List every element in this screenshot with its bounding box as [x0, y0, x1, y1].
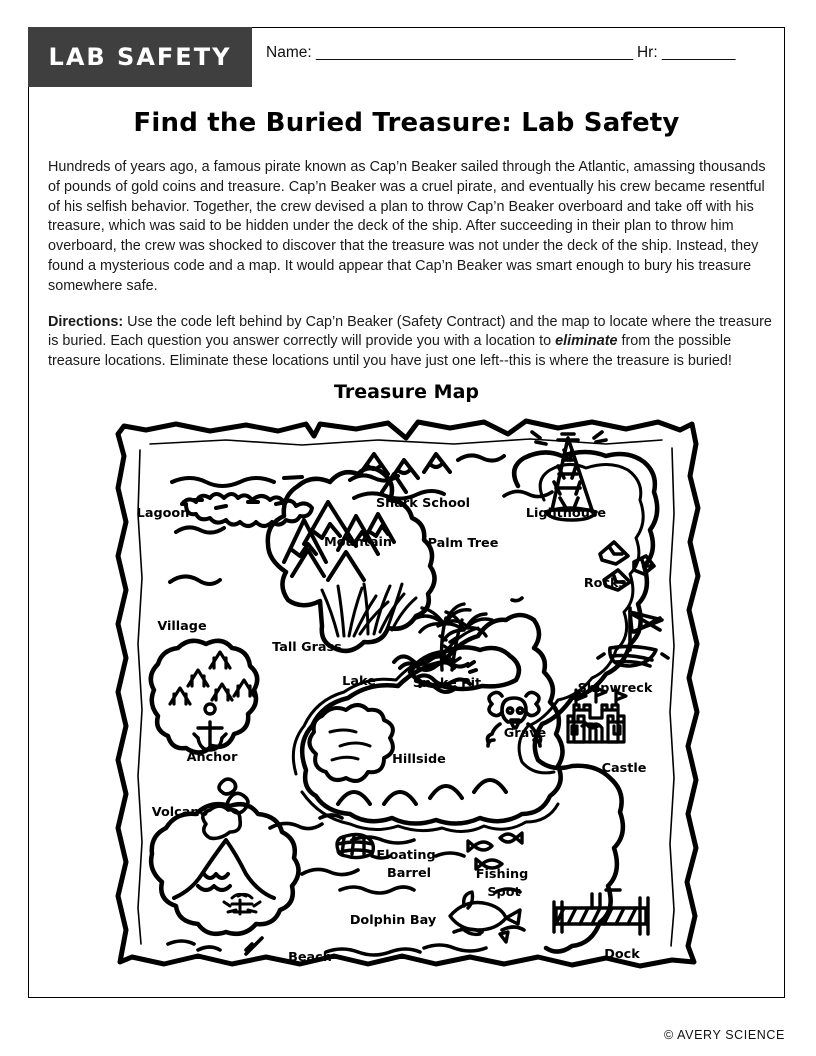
- map-label-lagoon: Lagoon: [136, 506, 190, 521]
- body-copy: [48, 158, 773, 388]
- directions-emphasis: eliminate: [555, 333, 618, 350]
- volcano-smoke-icon: [203, 779, 248, 838]
- map-border-inner-line-right: [670, 448, 674, 946]
- lake-ripple-2: [340, 743, 370, 746]
- anchor-icon: [194, 704, 226, 750]
- map-label-tall-grass: Tall Grass: [272, 640, 342, 655]
- hour-input-rule[interactable]: _________: [661, 44, 736, 61]
- map-label-mountain: Mountain: [324, 535, 392, 550]
- map-label-shipwreck: Shipwreck: [577, 681, 653, 696]
- map-label-rocks: Rocks: [583, 576, 627, 591]
- shipwreck-icon: [598, 608, 668, 666]
- hour-label: Hr:: [636, 44, 658, 61]
- hillside-icon: [338, 780, 506, 804]
- map-label-village: Village: [157, 619, 207, 634]
- lake-ripple-3: [332, 757, 358, 760]
- page-title: Find the Buried Treasure: Lab Safety: [133, 108, 680, 138]
- directions-text-part1: Use the code left behind by Cap’n Beaker (Safety Contract) and the map to locate where the treasure is buried. Each question you answer correctly will provide you with a location to: [48, 313, 772, 350]
- beach-palm-icon: [224, 894, 260, 914]
- fishing-spot-icon: [468, 833, 522, 869]
- map-label-lake: Lake: [342, 674, 376, 689]
- name-hour-row: [266, 44, 766, 62]
- map-label-dolphin-bay: Dolphin Bay: [349, 913, 437, 928]
- name-input-rule[interactable]: _______________________________________: [315, 44, 633, 61]
- map-label-anchor: Anchor: [186, 750, 238, 765]
- intro-paragraph: Hundreds of years ago, a famous pirate known as Cap’n Beaker sailed through the Atlantic, amassing thousands of pounds of gold coins and treasure. Cap’n Beaker was a cruel pirate, and eventually his crew became resentful of his selfish behavior. Together, the crew devised a plan to throw Cap’n Beaker overboard and take off with his treasure, which was said to be hidden under the deck of the ship. After succeeding in their plan to throw him overboard, the crew was shocked to discover that the treasure was not under the deck of the ship. Instead, they found a mysterious code and a map. It would appear that Cap’n Beaker was smart enough to bury his treasure somewhere safe.: [48, 159, 766, 294]
- shark-school-icon: [350, 454, 504, 499]
- treasure-map[interactable]: [106, 404, 706, 984]
- village-huts-icon: [170, 652, 254, 704]
- volcano-cone-icon: [174, 840, 274, 898]
- map-label-hillside: Hillside: [392, 752, 446, 767]
- directions-label: Directions:: [48, 313, 124, 330]
- map-label-beach: Beach: [288, 950, 332, 965]
- dock-icon: [554, 890, 648, 934]
- map-label-lighthouse: Lighthouse: [525, 506, 607, 521]
- map-label-fishing-spot-2: Spot: [487, 885, 521, 900]
- map-label-fishing-spot: Fishing: [475, 867, 529, 882]
- map-label-grave: Grave: [503, 726, 547, 741]
- map-label-floating-barrel-2: Barrel: [386, 866, 432, 881]
- directions-paragraph: [48, 313, 773, 372]
- directions-text-part2: from the possible treasure locations. Eliminate these locations until you have just one left--this is where the treasure is buried!: [48, 333, 732, 370]
- map-label-dock: Dock: [604, 947, 640, 962]
- map-label-snake-pit: Snake Pit: [412, 676, 482, 691]
- map-label-volcano: Volcano: [151, 805, 209, 820]
- lake-ripple-1: [330, 730, 356, 732]
- map-title: Treasure Map: [334, 381, 479, 403]
- map-border-inner-line: [138, 450, 142, 944]
- map-label-floating-barrel: Floating: [376, 848, 436, 863]
- map-label-castle: Castle: [601, 761, 647, 776]
- lab-safety-banner: [28, 27, 252, 87]
- footer-copyright: © AVERY SCIENCE: [663, 1028, 785, 1042]
- banner-title: LAB SAFETY: [48, 43, 232, 71]
- village-island-outline: [151, 641, 257, 753]
- mountain-peak-low-right: [328, 552, 364, 580]
- name-label: Name:: [266, 44, 312, 61]
- map-label-palm-tree: Palm Tree: [427, 536, 499, 551]
- treasure-map-svg: [106, 404, 706, 984]
- map-label-shark-school: Shark School: [375, 496, 471, 511]
